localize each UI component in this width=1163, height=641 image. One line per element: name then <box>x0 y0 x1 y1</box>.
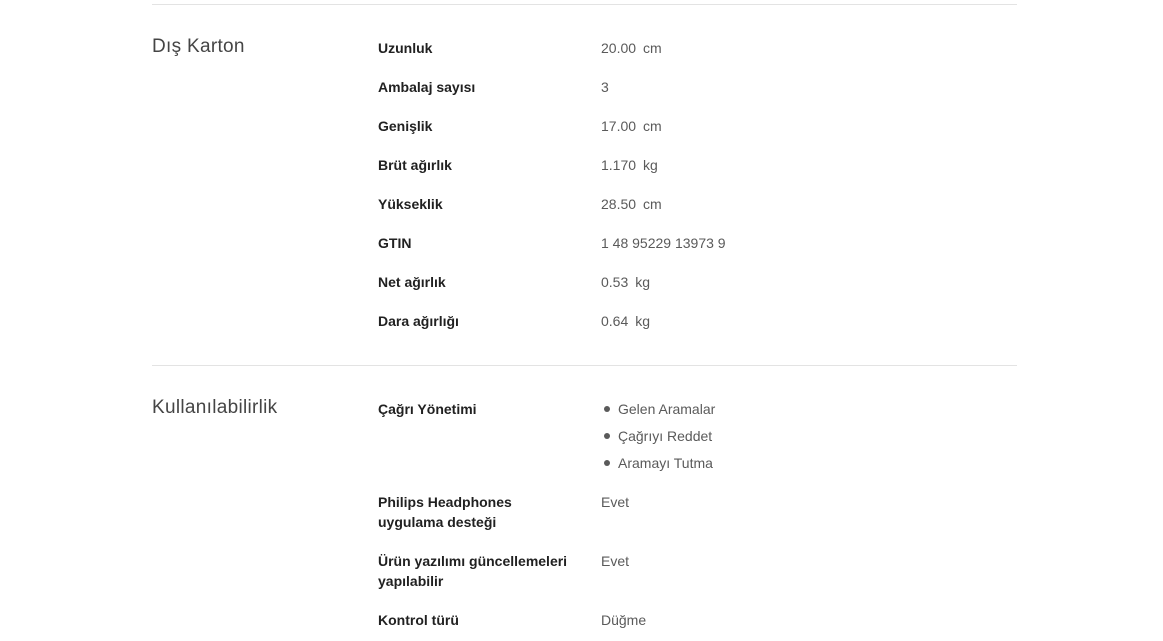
list-item <box>601 453 715 473</box>
spec-value <box>601 399 715 473</box>
spec-label: Dara ağırlığı <box>378 313 459 329</box>
spec-label: Kontrol türü <box>378 612 459 628</box>
spec-value <box>601 116 662 136</box>
bullet-text: Çağrıyı Reddet <box>618 428 713 444</box>
spec-row-yazilim-guncelleme <box>378 551 1017 591</box>
value-number: 1 48 95229 13973 9 <box>601 235 726 251</box>
spec-label: Ambalaj sayısı <box>378 79 476 95</box>
spec-rows <box>378 35 1017 331</box>
spec-row-genislik <box>378 116 1017 136</box>
value-unit: kg <box>635 313 651 329</box>
section-usability <box>152 366 1017 641</box>
spec-row-kontrol-turu <box>378 610 1017 630</box>
spec-row-uzunluk <box>378 38 1017 58</box>
section-title: Kullanılabilirlik <box>152 397 278 418</box>
value-number: 3 <box>601 79 609 95</box>
list-item <box>601 426 715 446</box>
spec-label: Brüt ağırlık <box>378 157 452 173</box>
section-outer-carton <box>152 5 1017 365</box>
section-title: Dış Karton <box>152 36 245 57</box>
spec-value: Evet <box>601 553 630 569</box>
spec-rows <box>378 396 1017 630</box>
bullet-icon <box>604 460 610 466</box>
spec-value <box>601 194 662 214</box>
spec-label: Yükseklik <box>378 196 443 212</box>
spec-value: Evet <box>601 494 630 510</box>
spec-value: Düğme <box>601 612 647 628</box>
value-number: 0.64 <box>601 313 629 329</box>
spec-label: Net ağırlık <box>378 274 446 290</box>
spec-value <box>601 272 650 292</box>
value-unit: cm <box>643 40 662 56</box>
spec-row-dara-agirligi <box>378 311 1017 331</box>
value-number: 0.53 <box>601 274 629 290</box>
spec-row-net-agirlik <box>378 272 1017 292</box>
bullet-icon <box>604 433 610 439</box>
spec-value <box>601 311 650 331</box>
spec-value <box>601 155 658 175</box>
spec-row-brut-agirlik <box>378 155 1017 175</box>
bullet-list <box>601 399 715 473</box>
spec-label: GTIN <box>378 235 412 251</box>
value-unit: cm <box>643 118 662 134</box>
value-number: 28.50 <box>601 196 637 212</box>
spec-value <box>601 77 609 97</box>
value-number: 17.00 <box>601 118 637 134</box>
spec-row-cagri-yonetimi <box>378 399 1017 473</box>
spec-value <box>601 233 726 253</box>
value-number: 20.00 <box>601 40 637 56</box>
spec-row-app-destegi <box>378 492 1017 532</box>
spec-label: Ürün yazılımı güncellemeleri yapılabilir <box>378 553 568 589</box>
bullet-icon <box>604 406 610 412</box>
spec-label: Çağrı Yönetimi <box>378 401 477 417</box>
value-unit: kg <box>635 274 651 290</box>
spec-label: Genişlik <box>378 118 433 134</box>
value-unit: cm <box>643 196 662 212</box>
bullet-text: Aramayı Tutma <box>618 455 713 471</box>
spec-page <box>0 4 1163 641</box>
list-item <box>601 399 715 419</box>
value-unit: kg <box>643 157 658 173</box>
spec-label: Uzunluk <box>378 40 433 56</box>
spec-row-gtin <box>378 233 1017 253</box>
bullet-text: Gelen Aramalar <box>618 401 716 417</box>
spec-row-ambalaj-sayisi <box>378 77 1017 97</box>
spec-row-yukseklik <box>378 194 1017 214</box>
spec-label: Philips Headphones uygulama desteği <box>378 494 512 530</box>
spec-value <box>601 38 662 58</box>
value-number: 1.170 <box>601 157 637 173</box>
